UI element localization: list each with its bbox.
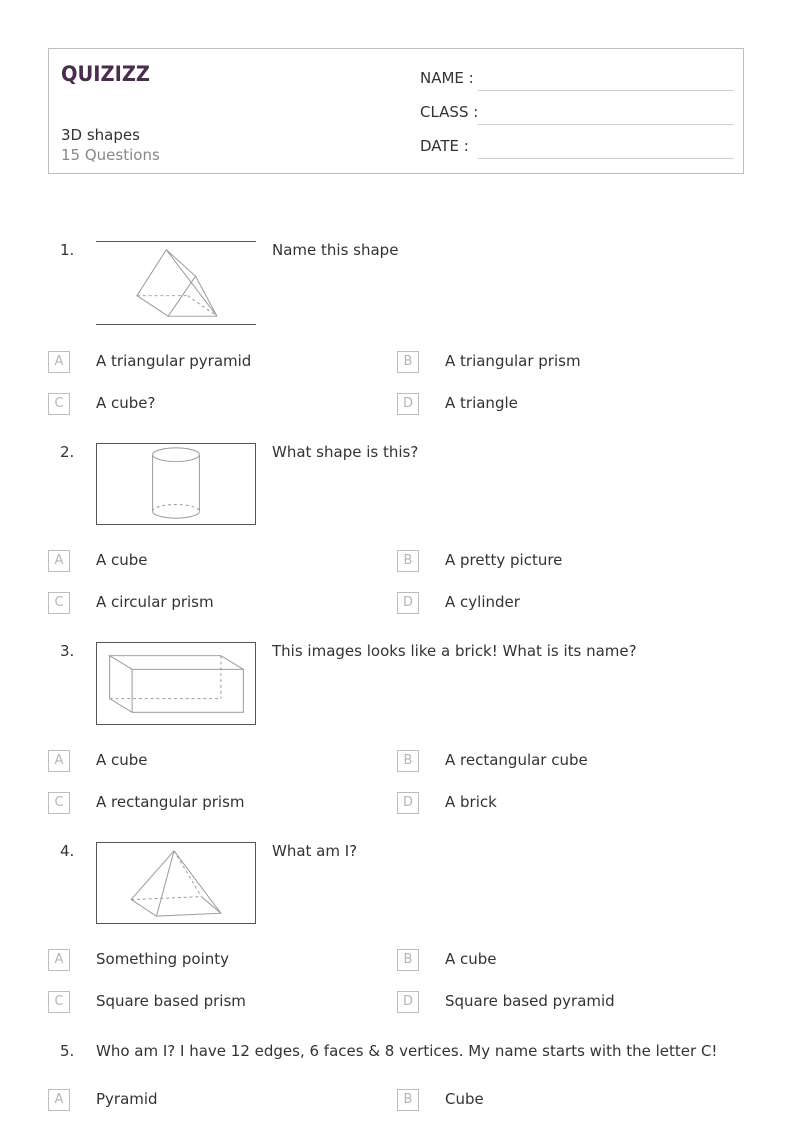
option-text: A rectangular cube — [445, 751, 588, 769]
triangular-prism-image — [96, 241, 256, 325]
option-letter: C — [48, 792, 70, 814]
class-line[interactable] — [478, 124, 734, 125]
question-number: 2. — [60, 443, 75, 461]
name-field — [420, 69, 734, 93]
option-letter: A — [48, 550, 70, 572]
worksheet-title: 3D shapes — [61, 126, 140, 144]
option-letter: D — [397, 393, 419, 415]
rectangular-prism-drawing — [97, 643, 255, 724]
question-text: Who am I? I have 12 edges, 6 faces & 8 vertices. My name starts with the letter C! — [96, 1042, 718, 1060]
option-letter: A — [48, 949, 70, 971]
option-letter: D — [397, 592, 419, 614]
option-text: A circular prism — [96, 593, 214, 611]
option-text: A cube? — [96, 394, 156, 412]
option-text: A cube — [96, 751, 148, 769]
logo-text: QUIZIZZ — [61, 62, 150, 85]
question-number: 3. — [60, 642, 75, 660]
name-line[interactable] — [478, 90, 734, 91]
cylinder-image — [96, 443, 256, 525]
date-label: DATE : — [420, 137, 469, 155]
class-field — [420, 103, 734, 127]
worksheet-header — [48, 48, 744, 174]
cylinder-drawing — [97, 444, 255, 524]
date-line[interactable] — [478, 158, 734, 159]
question-number: 1. — [60, 241, 75, 259]
name-label: NAME : — [420, 69, 474, 87]
date-field — [420, 137, 734, 161]
option-text: Square based pyramid — [445, 992, 615, 1010]
option-text: A brick — [445, 793, 497, 811]
square-pyramid-image — [96, 842, 256, 924]
option-text: A cylinder — [445, 593, 520, 611]
option-text: Cube — [445, 1090, 484, 1108]
option-text: Pyramid — [96, 1090, 158, 1108]
option-text: Something pointy — [96, 950, 230, 968]
class-label: CLASS : — [420, 103, 479, 121]
rectangular-prism-image — [96, 642, 256, 725]
option-text: A triangular pyramid — [96, 352, 252, 370]
option-letter: D — [397, 792, 419, 814]
question-number: 5. — [60, 1042, 75, 1060]
option-letter: C — [48, 393, 70, 415]
option-text: A cube — [96, 551, 148, 569]
option-text: A cube — [445, 950, 497, 968]
question-count: 15 Questions — [61, 146, 160, 164]
square-pyramid-drawing — [97, 843, 255, 923]
option-letter: B — [397, 550, 419, 572]
option-text: Square based prism — [96, 992, 246, 1010]
option-text: A pretty picture — [445, 551, 563, 569]
quizizz-logo — [61, 61, 151, 85]
option-letter: C — [48, 592, 70, 614]
option-text: A triangle — [445, 394, 518, 412]
question-text: What shape is this? — [272, 443, 419, 461]
option-letter: D — [397, 991, 419, 1013]
option-letter: A — [48, 351, 70, 373]
option-letter: C — [48, 991, 70, 1013]
option-letter: B — [397, 949, 419, 971]
option-letter: A — [48, 1089, 70, 1111]
triangular-prism-drawing — [96, 242, 256, 324]
option-text: A rectangular prism — [96, 793, 245, 811]
option-text: A triangular prism — [445, 352, 581, 370]
question-text: What am I? — [272, 842, 358, 860]
question-text: Name this shape — [272, 241, 399, 259]
option-letter: B — [397, 1089, 419, 1111]
option-letter: A — [48, 750, 70, 772]
option-letter: B — [397, 351, 419, 373]
question-text: This images looks like a brick! What is its name? — [272, 642, 637, 660]
question-number: 4. — [60, 842, 75, 860]
option-letter: B — [397, 750, 419, 772]
